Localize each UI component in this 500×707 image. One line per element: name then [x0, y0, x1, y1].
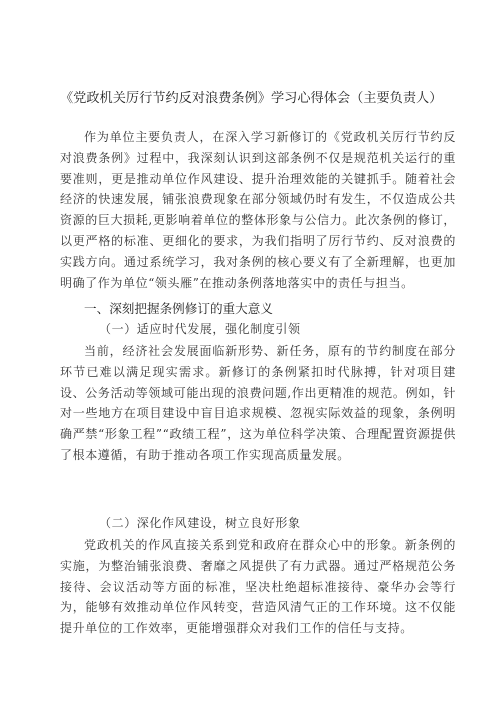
subsection-heading-2: （二）深化作风建设，树立良好形象 [99, 516, 301, 530]
intro-paragraph: 作为单位主要负责人，在深入学习新修订的《党政机关厉行节约反对浪费条例》过程中，我深刻认识到这部条例不仅是规范机关运行的重要准则，更是推动单位作风建设、提升治理效能的关键抓手。随着社会经济的快速发展，铺张浪费现象在部分领域仍时有发生，不仅造成公共资源的巨大损耗,更影响着单位的整体形象与公信力。此次条例的修订，以更严格的标准、更细化的要求，为我们指明了厉行节约、反对浪费的实践方向。通过系统学习，我对条例的核心要义有了全新理解，也更加明确了作为单位“领头雁”在推动条例落地落实中的责任与担当。 [60, 130, 456, 290]
subsection-1-paragraph: 当前，经济社会发展面临新形势、新任务，原有的节约制度在部分环节已难以满足现实需求。新修订的条例紧扣时代脉搏，针对项目建设、公务活动等领域可能出现的浪费问题,作出更精准的规范。例如，针对一些地方在项目建设中盲目追求规模、忽视实际效益的现象，条例明确严禁“形象工程”“政绩工程”，这为单位科学决策、合理配置资源提供了根本遵循，有助于推动各项工作实现高质量发展。 [60, 344, 456, 462]
section-heading-1: 一、深刻把握条例修订的重大意义 [84, 301, 273, 316]
subsection-2-paragraph: 党政机关的作风直接关系到党和政府在群众心中的形象。新条例的实施，为整治铺张浪费、奢靡之风提供了有力武器。通过严格规范公务接待、会议活动等方面的标准，坚决杜绝超标准接待、豪华办会等行为，能够有效推动单位作风转变，营造风清气正的工作环境。这不仅能提升单位的工作效率，更能增强群众对我们工作的信任与支持。 [60, 538, 456, 636]
document-title: 《党政机关厉行节约反对浪费条例》学习心得体会（主要负责人） [60, 91, 443, 106]
subsection-heading-1: （一）适应时代发展，强化制度引领 [99, 322, 301, 336]
